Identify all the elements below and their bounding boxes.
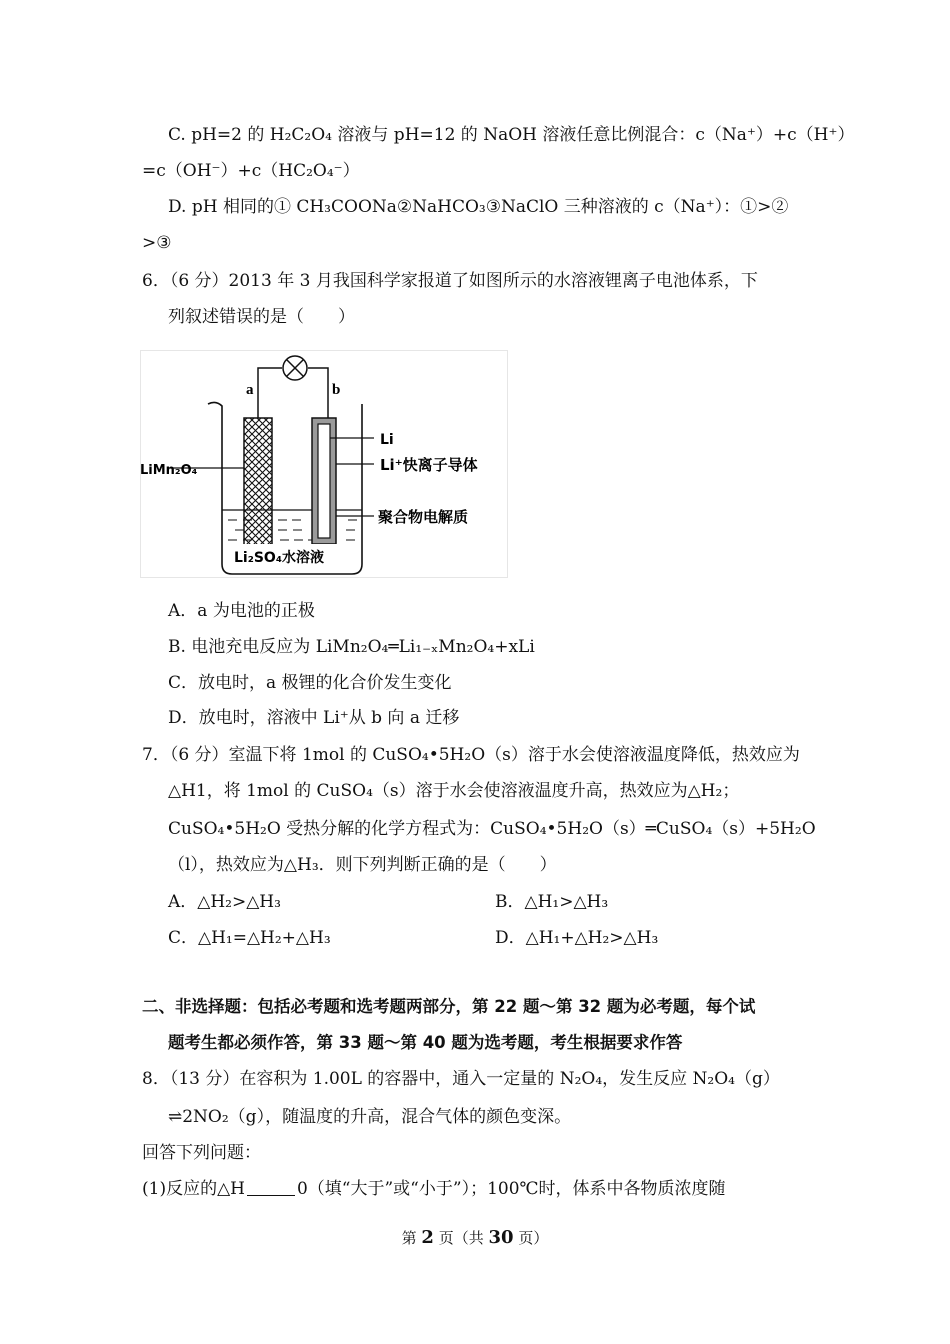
label-polymer-electrolyte: 聚合物电解质 [378, 508, 469, 526]
answer-blank[interactable] [247, 1179, 295, 1196]
q6-option-a: A．a 为电池的正极 [168, 601, 315, 621]
q7-option-a: A．△H₂>△H₃ [168, 892, 281, 912]
lamp-icon [283, 356, 307, 380]
label-fast-ion-conductor: Li⁺快离子导体 [380, 456, 478, 474]
q5-option-c-line1: C. pH=2 的 H₂C₂O₄ 溶液与 pH=12 的 NaOH 溶液任意比例混合：c（Na⁺）+c（H⁺） [168, 125, 855, 145]
q7-line2: △H1，将 1mol 的 CuSO₄（s）溶于水会使溶液温度升高，热效应为△H₂； [168, 781, 740, 801]
q5-option-c-line2: =c（OH⁻）+c（HC₂O₄⁻） [142, 161, 360, 181]
q6-stem-line1: 6．（6 分）2013 年 3 月我国科学家报道了如图所示的水溶液锂离子电池体系，下 [142, 271, 758, 291]
q8-prompt: 回答下列问题： [142, 1143, 261, 1163]
q8-sub1 [142, 1178, 726, 1200]
footer-pre: 第 [401, 1229, 417, 1247]
electrode-b-label: b [332, 382, 341, 398]
q7-option-d: D．△H₁+△H₂>△H₃ [495, 928, 659, 948]
electrode-a-label: a [246, 382, 254, 398]
footer-total-pages: 30 [488, 1227, 514, 1248]
q8-sub1-after: 0（填“大于”或“小于”）；100℃时，体系中各物质浓度随 [296, 1179, 726, 1199]
q5-option-d-line2: >③ [142, 233, 172, 253]
q7-option-b: B．△H₁>△H₃ [495, 892, 609, 912]
footer-mid: 页（共 [438, 1229, 484, 1247]
q7-line1: 7．（6 分）室温下将 1mol 的 CuSO₄•5H₂O（s）溶于水会使溶液温度降低，热效应为 [142, 745, 800, 765]
q7-line4: （l），热效应为△H₃．则下列判断正确的是（ ） [168, 855, 557, 875]
section2-heading-line2: 题考生都必须作答，第 33 题～第 40 题为选考题，考生根据要求作答 [168, 1033, 683, 1052]
battery-diagram [140, 350, 508, 578]
q6-option-d: D．放电时，溶液中 Li⁺从 b 向 a 迁移 [168, 708, 460, 728]
footer-post: 页） [518, 1229, 549, 1247]
footer-page-number: 2 [421, 1227, 434, 1248]
q8-sub1-before: (1)反应的△H [142, 1179, 245, 1199]
label-limn2o4: LiMn₂O₄ [140, 463, 198, 478]
label-li: Li [380, 432, 394, 448]
label-li2so4-solution: Li₂SO₄水溶液 [234, 550, 324, 566]
q5-option-d-line1: D. pH 相同的① CH₃COONa②NaHCO₃③NaClO 三种溶液的 c（Na⁺）：①>② [168, 197, 789, 217]
electrode-a [244, 418, 272, 546]
q8-line2: ⇌2NO₂（g），随温度的升高，混合气体的颜色变深。 [168, 1107, 572, 1127]
q6-stem-line2: 列叙述错误的是（ ） [168, 307, 355, 327]
q8-line1: 8．（13 分）在容积为 1.00L 的容器中，通入一定量的 N₂O₄，发生反应 N₂O₄（g） [142, 1069, 780, 1089]
page-footer [0, 1228, 950, 1248]
section2-heading-line1: 二、非选择题：包括必考题和选考题两部分，第 22 题～第 32 题为必考题，每个试 [142, 997, 756, 1016]
q6-option-b: B. 电池充电反应为 LiMn₂O₄═Li₁₋ₓMn₂O₄+xLi [168, 637, 535, 657]
q7-line3: CuSO₄•5H₂O 受热分解的化学方程式为：CuSO₄•5H₂O（s）═CuSO₄（s）+5H₂O [168, 819, 816, 839]
electrode-b-lithium [318, 424, 330, 538]
q7-option-c: C．△H₁=△H₂+△H₃ [168, 928, 331, 948]
q6-option-c: C．放电时，a 极锂的化合价发生变化 [168, 673, 452, 693]
